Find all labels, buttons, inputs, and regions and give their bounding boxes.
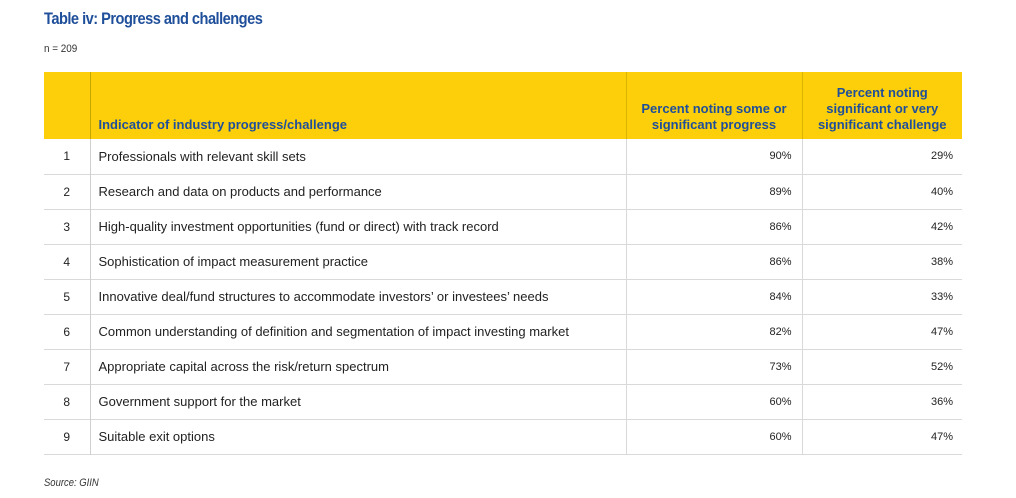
row-number: 6 <box>44 314 90 349</box>
table-row <box>44 384 962 419</box>
row-progress: 82% <box>626 314 802 349</box>
row-number: 4 <box>44 244 90 279</box>
header-progress: Percent noting some or significant progress <box>626 72 802 139</box>
table-row <box>44 244 962 279</box>
row-number: 3 <box>44 209 90 244</box>
row-number: 2 <box>44 174 90 209</box>
table-header-row <box>44 72 962 139</box>
table-row <box>44 279 962 314</box>
table-row <box>44 139 962 174</box>
header-challenge: Percent noting significant or very significant challenge <box>802 72 962 139</box>
row-indicator: Professionals with relevant skill sets <box>98 148 306 164</box>
row-progress: 89% <box>626 174 802 209</box>
row-number: 1 <box>44 139 90 174</box>
row-challenge: 42% <box>802 209 962 244</box>
table-body <box>44 139 962 454</box>
row-challenge: 29% <box>802 139 962 174</box>
row-challenge: 40% <box>802 174 962 209</box>
row-indicator: Research and data on products and performance <box>98 184 382 199</box>
row-indicator: Appropriate capital across the risk/return spectrum <box>98 359 389 374</box>
progress-challenges-table <box>44 72 962 455</box>
row-progress: 90% <box>626 139 802 174</box>
table-row <box>44 174 962 209</box>
table-row <box>44 209 962 244</box>
row-challenge: 36% <box>802 384 962 419</box>
sample-size: n = 209 <box>44 43 78 55</box>
row-indicator: Suitable exit options <box>98 429 215 444</box>
row-indicator: Sophistication of impact measurement practice <box>98 254 369 269</box>
row-number: 8 <box>44 384 90 419</box>
table-row <box>44 314 962 349</box>
table-row <box>44 349 962 384</box>
row-progress: 86% <box>626 209 802 244</box>
row-challenge: 47% <box>802 314 962 349</box>
row-progress: 60% <box>626 384 802 419</box>
table-row <box>44 419 962 454</box>
row-challenge: 47% <box>802 419 962 454</box>
row-indicator: Government support for the market <box>98 394 301 409</box>
row-progress: 86% <box>626 244 802 279</box>
row-number: 9 <box>44 419 90 454</box>
row-progress: 73% <box>626 349 802 384</box>
row-indicator: High-quality investment opportunities (fund or direct) with track record <box>98 219 499 234</box>
row-number: 5 <box>44 279 90 314</box>
row-progress: 84% <box>626 279 802 314</box>
source-note: Source: GIIN <box>44 477 99 489</box>
row-indicator: Innovative deal/fund structures to accommodate investors’ or investees’ needs <box>98 289 549 304</box>
row-challenge: 33% <box>802 279 962 314</box>
row-challenge: 52% <box>802 349 962 384</box>
table-title: Table iv: Progress and challenges <box>44 9 263 28</box>
header-number <box>44 72 90 139</box>
row-challenge: 38% <box>802 244 962 279</box>
row-progress: 60% <box>626 419 802 454</box>
row-indicator: Common understanding of definition and segmentation of impact investing market <box>98 324 569 339</box>
row-number: 7 <box>44 349 90 384</box>
header-indicator: Indicator of industry progress/challenge <box>98 117 347 132</box>
